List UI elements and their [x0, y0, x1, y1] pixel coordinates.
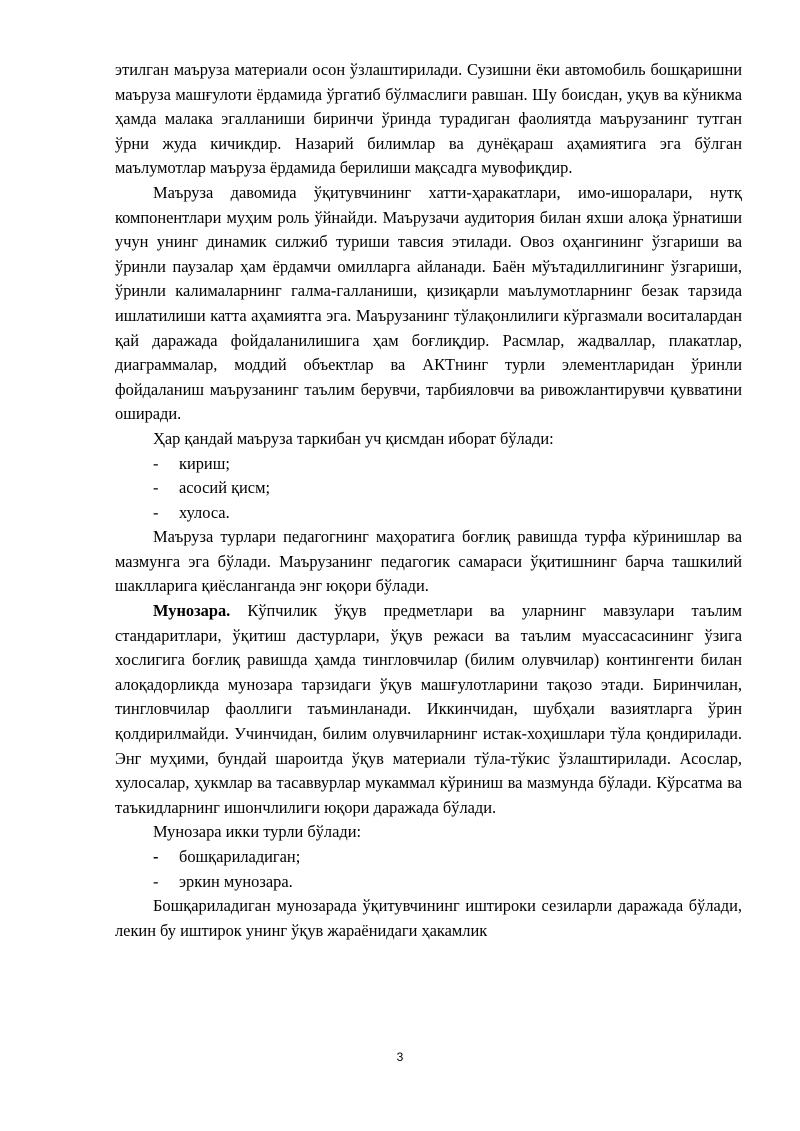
list-item: [153, 845, 742, 870]
section-term-discussion: Мунозара.: [153, 601, 231, 621]
paragraph-lecture-structure: Ҳар қандай маъруза таркибан уч қисмдан иборат бўлади:: [153, 428, 554, 448]
list-item: [153, 870, 742, 895]
discussion-kinds-list: [115, 845, 742, 894]
paragraph-managed-discussion: Бошқариладиган мунозарада ўқитувчининг иштироки сезиларли даражада бўлади, лекин бу иштирок унинг ўқув жараёнидаги ҳакамлик: [115, 896, 742, 940]
list-item-text: хулоса.: [179, 502, 230, 522]
list-item-text: асосий қисм;: [179, 478, 271, 498]
list-item-text: кириш;: [179, 453, 230, 473]
list-marker: -: [153, 478, 159, 498]
list-marker: -: [153, 453, 159, 473]
page-number: 3: [396, 1050, 404, 1064]
list-item-text: бошқариладиган;: [179, 847, 301, 866]
paragraph-discussion: [115, 599, 742, 820]
list-item-text: эркин мунозара.: [179, 871, 293, 891]
document-body: [115, 58, 742, 943]
list-item: [153, 452, 742, 477]
list-item: [153, 476, 742, 501]
list-marker: -: [153, 847, 159, 866]
paragraph-discussion-text: Кўпчилик ўқув предметлари ва уларнинг мавзулари таълим стандаритлари, ўқитиш дастурлари, ўқув режаси ва таълим муассасасининг ўзига хослигига боғлиқ равишда ҳамда тингловчилар (билим олувчилар) контингенти билан алоқадорликда мунозара тарзидаги ўқув машғулотларини тақозо этади. Биринчилан, тингловчилар фаоллиги таъминланади. Иккинчидан, шубҳали вазиятларга ўрин қолдирилмайди. Учинчидан, билим олувчиларнинг истак-хоҳишлари тўла қондирилади. Энг муҳими, бундай шароитда ўқув материали тўла-тўкис ўзлаштирилади. Асослар, хулосалар, ҳукмлар ва тасаввурлар мукаммал кўриниш ва мазмунда бўлади. Кўрсатма ва таъкидларнинг ишончлилиги юқори даражада бўлади.: [115, 601, 742, 817]
paragraph-lecture-types: Маъруза турлари педагогнинг маҳоратига боғлиқ равишда турфа кўринишлар ва мазмунга эга бўлади. Маърузанинг педагогик самараси ўқитишнинг барча ташкилий шаклларига қиёсланганда энг юқори бўлади.: [115, 527, 742, 596]
list-marker: -: [153, 871, 159, 891]
paragraph-lecture-material: этилган маъруза материали осон ўзлаштирилади. Сузишни ёки автомобиль бошқаришни маъруза машғулоти ёрдамида ўргатиб бўлмаслиги равшан. Шу боисдан, уқув ва кўникма ҳамда малака эгалланиши биринчи ўринда турадиган фаолиятда маърузанинг тутган ўрни жуда кичикдир. Назарий билимлар ва дунёқараш аҳамиятига эга бўлган маълумотлар маъруза ёрдамида берилиши мақсадга мувофиқдир.: [115, 60, 742, 178]
list-item: [153, 501, 742, 526]
list-marker: -: [153, 502, 159, 522]
lecture-parts-list: [115, 452, 742, 526]
paragraph-lecture-delivery: Маъруза давомида ўқитувчининг хатти-ҳаракатлари, имо-ишоралари, нутқ компонентлари муҳим роль ўйнайди. Маърузачи аудитория билан яхши алоқа ўрнатиши учун унинг динамик силжиб туриши тавсия этилади. Овоз оҳангининг ўзгариши ва ўринли паузалар ҳам ёрдамчи омилларга айланади. Баён мўътадиллигининг ўзгариши, ўринли калималарнинг галма-галланиши, қизиқарли маълумотларнинг безак тарзида ишлатилиши катта аҳамиятга эга. Маърузанинг тўлақонлилиги кўргазмали воситалардан қай даражада фойдаланилишига ҳам боғлиқдир. Расмлар, жадваллар, плакатлар, диаграммалар, моддий объектлар ва АКТнинг турли элементларидан ўринли фойдаланиш маърузанинг таълим берувчи, тарбияловчи ва ривожлантирувчи қувватини оширади.: [115, 182, 742, 424]
paragraph-discussion-kinds: Мунозара икки турли бўлади:: [153, 822, 362, 842]
